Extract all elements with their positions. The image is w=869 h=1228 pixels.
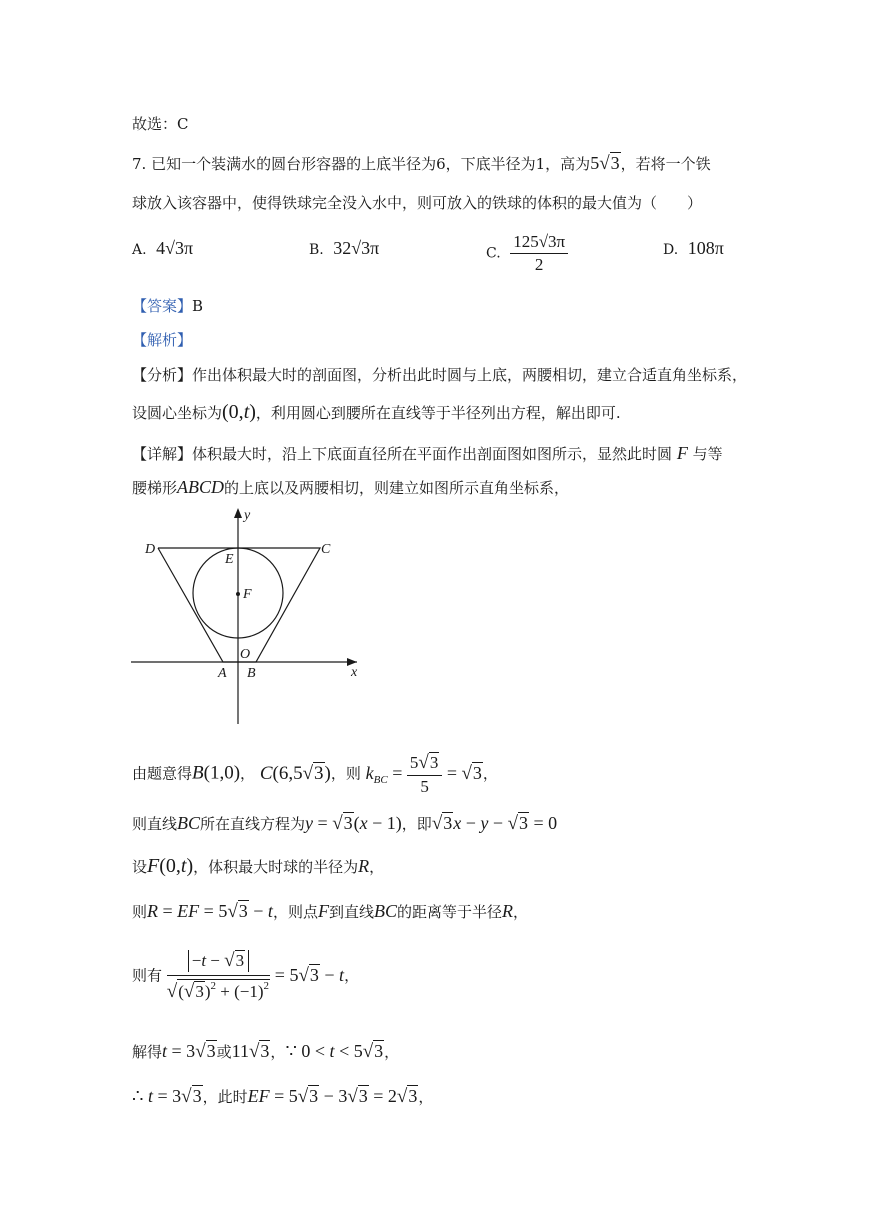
question-text-2: ，若将一个铁 [620, 155, 711, 173]
y-axis-arrow [234, 508, 242, 518]
xiangjie-line-1: 【详解】体积最大时，沿上下底面直径所在平面作出剖面图如图所示，显然此时圆 F 与等 [132, 443, 723, 463]
fenxi-tag: 【分析】 [132, 366, 193, 384]
step-1: 由题意得B(1,0)， C(6,5√3)，则 $k_{BC}$ = $\frac{5√3}{5}$ = √3， [132, 752, 498, 796]
center-point-f [236, 592, 240, 596]
height-value: 5√3 [590, 153, 620, 174]
point-c-coord: C(6,5√3) [259, 762, 331, 784]
fenxi-line-2: 设圆心坐标为(0,t)，利用圆心到腰所在直线等于半径列出方程，解出即可. [132, 401, 621, 423]
answer-tag: 【答案】 [132, 297, 193, 315]
trapezoid-circle-diagram [131, 505, 361, 727]
label-a: A [218, 666, 227, 681]
step-3: 设F(0,t)，体积最大时球的半径为R， [132, 855, 385, 877]
question-7-line-2: 球放入该容器中，使得铁球完全没入水中，则可放入的铁球的体积的最大值为（ ） [132, 194, 703, 212]
label-o: O [240, 647, 251, 662]
radius-ref: R [502, 901, 513, 921]
trapezoid-label: ABCD [177, 477, 225, 497]
line-bc-ref: BC [373, 901, 397, 921]
label-b: B [247, 666, 256, 681]
option-d-value: 108π [687, 238, 724, 258]
label-e: E [225, 552, 234, 567]
point-b-coord: B(1,0) [192, 762, 241, 784]
label-f: F [243, 587, 252, 602]
label-d: D [145, 542, 156, 557]
slope-bc: $k_{BC}$ = $\frac{5√3}{5}$ = √3 [365, 752, 482, 796]
final-t: ∴ t = 3√3 [132, 1086, 202, 1107]
fenxi-text: 作出体积最大时的剖面图，分析出此时圆与上底，两腰相切，建立合适直角坐标系， [192, 366, 748, 384]
ef-value: EF = 5√3 − 3√3 = 2√3 [247, 1086, 418, 1107]
analysis-tag: 【解析】 [132, 331, 193, 349]
xiangjie-tag: 【详解】 [132, 445, 193, 463]
label-c: C [321, 542, 331, 557]
question-text-1: 已知一个装满水的圆台形容器的上底半径为6，下底半径为1，高为 [151, 155, 591, 173]
radius-equation: R = EF = 5√3 − t [147, 901, 273, 922]
xiangjie-line-2: 腰梯形ABCD的上底以及两腰相切，则建立如图所示直角坐标系， [132, 477, 570, 497]
previous-answer: 故选：C [132, 115, 189, 133]
cross-section-figure [131, 505, 361, 727]
question-number: 7. [132, 155, 147, 173]
distance-result: = 5√3 − t [274, 964, 345, 986]
circle-f-label: F [676, 443, 688, 463]
step-4: 则R = EF = 5√3 − t，则点F到直线BC的距离等于半径R， [132, 901, 529, 922]
step-2: 则直线BC所在直线方程为y = √3(x − 1)，即√3x − y − √3 = 0 [132, 813, 558, 834]
solution-t2: 11√3 [231, 1041, 270, 1062]
point-f-ref: F [317, 901, 329, 921]
fenxi-line-1 [132, 364, 747, 385]
option-b: B. 32√3π [309, 238, 380, 258]
answer-value: B [192, 297, 204, 315]
option-a: A. 4√3π [132, 238, 194, 258]
option-c: C. $\frac{125√3\pi}{2}$ [486, 232, 568, 275]
option-b-value: 32√3π [333, 238, 380, 258]
line-bc-general-form: √3x − y − √3 = 0 [431, 813, 558, 834]
option-d: D. 108π [663, 238, 724, 258]
radius-r: R [358, 856, 370, 876]
t-range: ∵ 0 < t < 5√3 [285, 1041, 384, 1062]
line-bc-equation: y = √3(x − 1) [305, 813, 402, 834]
step-6: 解得t = 3√3或11√3，∵ 0 < t < 5√3， [132, 1041, 400, 1062]
line-bc-label: BC [177, 813, 201, 833]
step-7: ∴ t = 3√3，此时EF = 5√3 − 3√3 = 2√3， [132, 1086, 434, 1107]
option-a-value: 4√3π [156, 238, 194, 258]
label-y: y [244, 508, 251, 523]
question-7-line-1 [132, 152, 711, 175]
point-f-coord: F(0,t) [147, 855, 194, 877]
step-5: 则有 $\frac{-t - √3}{√(√3)^2 + (-1)^2}$ = 5√3 − t， [132, 950, 360, 1002]
distance-formula: $\frac{-t - √3}{√(√3)^2 + (-1)^2}$ [166, 950, 270, 1002]
center-coordinate: (0,t) [222, 401, 256, 423]
option-c-fraction: $\frac{125√3\pi}{2}$ [510, 232, 568, 275]
answer-line [132, 295, 203, 316]
trapezoid-abcd [158, 548, 320, 662]
label-x: x [351, 665, 358, 680]
solution-t1: t = 3√3 [162, 1041, 216, 1062]
